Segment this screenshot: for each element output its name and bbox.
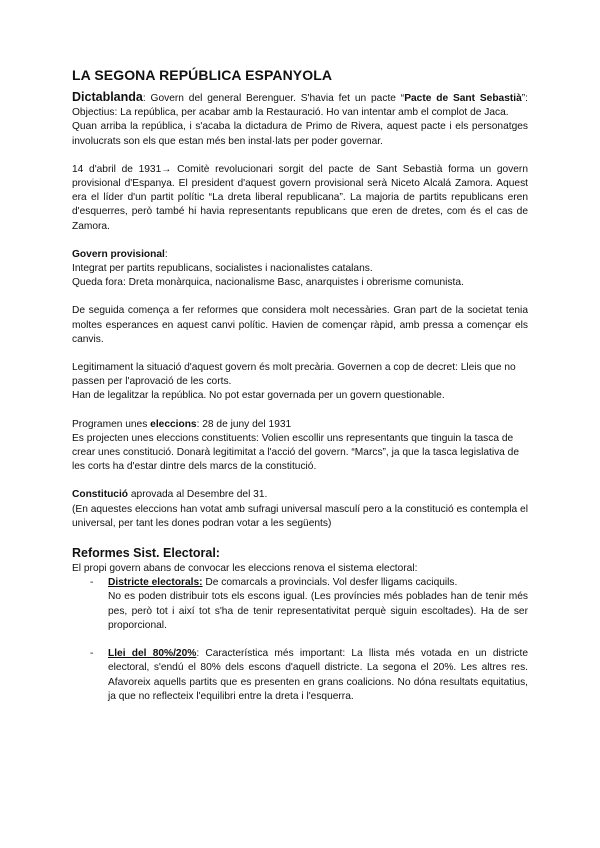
dictablanda-paragraph-2: Quan arriba la república, i s'acaba la dictadura de Primo de Rivera, aquest pacte i els personatges involucrats son els que estan més ben instal·lats per poder governar. xyxy=(72,121,528,147)
dictablanda-paragraph xyxy=(72,90,528,120)
eleccions-prefix: Programen unes xyxy=(72,418,151,430)
dictablanda-text-2: ”: Objectius: La república, per acabar amb la Restauració. Ho van intentar amb el complot de Jaca. xyxy=(72,93,529,119)
reformes-heading: Reformes Sist. Electoral: xyxy=(72,546,220,561)
list-item-districte xyxy=(72,576,528,633)
constitucio-paragraph: (En aquestes eleccions han votat amb sufragi universal masculí pero a la constitució es contempla el universal, per tant les dones podran votar a les següents) xyxy=(72,503,528,529)
eleccions-term: eleccions xyxy=(150,418,197,430)
llei-text: : Característica més important: La llista més votada en un districte electoral, s'endú el 80% dels escons d'aquell districte. La segona el 20%. Les altres res. Afavoreix aquells partits que es presenten en grans coalicions. No dóna resultats equitatius, ja que no reflecteix l'equilibri entre la dreta i l'esquerra. xyxy=(108,648,528,702)
eleccions-heading xyxy=(72,418,528,432)
constitucio-term: Constitució xyxy=(72,489,129,501)
llei-term: Llei del 80%/20% xyxy=(108,648,197,660)
legitimitat-line-1: Legitimament la situació d'aquest govern és molt precària. Governen a cop de decret: Lleis que no passen per l'aprovació de les corts. xyxy=(72,362,516,388)
eleccions-paragraph: Es projecten unes eleccions constituents: Volien escollir uns representants que tinguin la tasca de crear unes constitució. Donarà legitimitat a l'acció del govern. “Marcs”, ja que la tasca legislativa de les corts ha d'estar dintre dels marcs de la constitució. xyxy=(72,432,520,473)
document-page xyxy=(72,66,528,704)
dictablanda-text-1: : Govern del general Berenguer. S'havia fet un pacte “ xyxy=(142,93,405,104)
districte-text: De comarcals a provincials. Vol desfer lligams caciquils. xyxy=(202,577,458,589)
list-item-llei xyxy=(72,647,528,704)
dash-bullet: - xyxy=(90,577,94,589)
reformes-intro: El propi govern abans de convocar les eleccions renova el sistema electoral: xyxy=(72,563,418,575)
constitucio-suffix: aprovada al Desembre del 31. xyxy=(128,489,268,501)
govern-line-2: Queda fora: Dreta monàrquica, nacionalisme Basc, anarquistes i obrerisme comunista. xyxy=(72,277,464,289)
govern-heading-colon: : xyxy=(164,248,168,260)
list-spacer xyxy=(72,633,528,647)
districte-term: Districte electorals: xyxy=(108,577,203,589)
districte-text-2: No es poden distribuir tots els escons igual. (Les províncies més poblades han de tenir més pes, però tot i així tot s'ha de tenir representativitat perquè siguin escoltades). Ha de ser proporcional. xyxy=(108,591,528,631)
govern-heading-text: Govern provisional xyxy=(72,248,165,260)
page-title: LA SEGONA REPÚBLICA ESPANYOLA xyxy=(72,67,333,83)
april-paragraph: 14 d'abril de 1931→ Comitè revolucionari sorgit del pacte de Sant Sebastià forma un govern provisional d'Espanya. El president d'aquest govern provisional serà Niceto Alcalá Zamora. Aquest era el líder d'un partit polític “La dreta liberal republicana”. La majoria de partits republicans eren d'esquerres, però també hi havia representants republicans que eren de dretes, com és el cas de Zamora. xyxy=(72,163,528,232)
eleccions-suffix: : 28 de juny del 1931 xyxy=(196,418,292,430)
legitimitat-line-2: Han de legalitzar la república. No pot estar governada per un govern questionable. xyxy=(72,390,445,402)
reformes-intro-paragraph: De seguida comença a fer reformes que considera molt necessàries. Gran part de la societat tenia moltes esperances en aquest canvi polític. Havien de començar ràpid, amb pressa a començar els canvis. xyxy=(72,305,528,345)
reformes-list xyxy=(72,576,528,704)
constitucio-heading xyxy=(72,488,528,502)
pact-name: Pacte de Sant Sebastià xyxy=(404,93,522,104)
govern-heading xyxy=(72,248,528,262)
dash-bullet: - xyxy=(90,648,94,660)
dictablanda-term: Dictablanda xyxy=(72,90,143,104)
govern-line-1: Integrat per partits republicans, socialistes i nacionalistes catalans. xyxy=(72,263,373,275)
